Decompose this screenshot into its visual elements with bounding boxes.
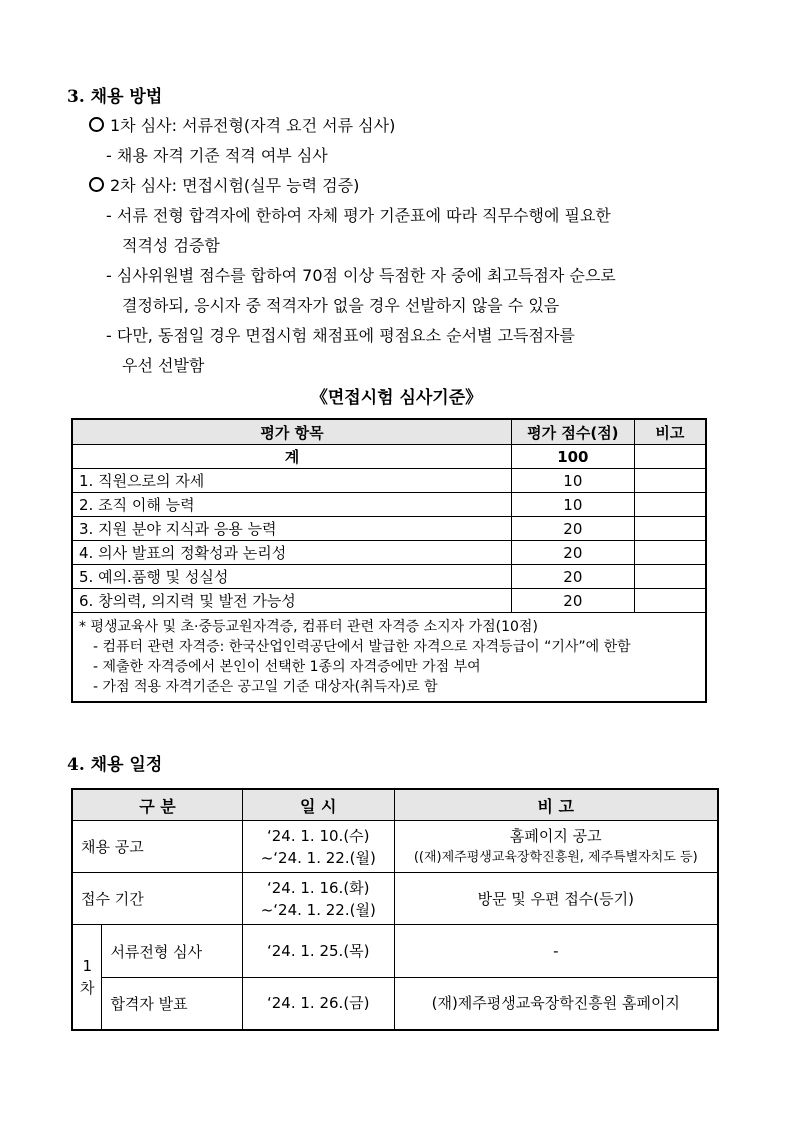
- remarks-cell: [634, 589, 706, 613]
- note-line: - 컴퓨터 관련 자격증: 한국산업인력공단에서 발급한 자격으로 자격등급이 “기사”에 한함: [93, 639, 631, 655]
- date-end: ~‘24. 1. 22.(월): [260, 900, 376, 919]
- eval-item: 1. 직원으로의 자세: [72, 469, 512, 493]
- eval-item: 3. 지원 분야 지식과 응용 능력: [72, 517, 512, 541]
- table-row: [72, 541, 706, 565]
- header-remarks: 비고: [634, 419, 706, 445]
- table-row: [72, 589, 706, 613]
- remarks-cell: [634, 493, 706, 517]
- note-line: * 평생교육사 및 초·중등교원자격증, 컴퓨터 관련 자격증 소지자 가점(10점): [79, 619, 538, 635]
- table-row: [72, 565, 706, 589]
- schedule-note: (재)제주평생교육장학진흥원 홈페이지: [394, 978, 718, 1030]
- eval-score: 20: [512, 565, 635, 589]
- date-start: ‘24. 1. 10.(수): [267, 826, 370, 845]
- total-row: [72, 445, 706, 469]
- note-line: - 제출한 자격증에서 본인이 선택한 1종의 자격증에만 가점 부여: [93, 659, 481, 675]
- stage2-item-2-line1: - 심사위원별 점수를 합하여 70점 이상 득점한 자 중에 최고득점자 순으로: [106, 266, 616, 285]
- circle-bullet-icon: [89, 117, 104, 132]
- header-category: 구 분: [72, 789, 242, 821]
- circle-bullet-icon: [89, 177, 104, 192]
- table-row: [72, 978, 718, 1030]
- table-header-row: [72, 419, 706, 445]
- stage2-item-3-line1: - 다만, 동점일 경우 면접시험 채점표에 평점요소 순서별 고득점자를: [106, 326, 575, 345]
- remarks-cell: [634, 541, 706, 565]
- schedule-note: 방문 및 우편 접수(등기): [394, 873, 718, 925]
- stage1-item: - 채용 자격 기준 적격 여부 심사: [106, 146, 328, 165]
- eval-score: 10: [512, 493, 635, 517]
- note-main: 홈페이지 공고: [509, 826, 602, 845]
- eval-item: 6. 창의력, 의지력 및 발전 가능성: [72, 589, 512, 613]
- date-end: ~‘24. 1. 22.(월): [260, 848, 376, 867]
- notes-row: [72, 613, 706, 703]
- stage-group-label: 1 차: [72, 925, 102, 1030]
- stage1-title: 1차 심사: 서류전형(자격 요건 서류 심사): [89, 113, 395, 136]
- stage2-item-2-line2: 결정하되, 응시자 중 적격자가 없을 경우 선발하지 않을 수 있음: [122, 296, 560, 315]
- eval-item: 2. 조직 이해 능력: [72, 493, 512, 517]
- remarks-cell: [634, 469, 706, 493]
- header-datetime: 일 시: [242, 789, 394, 821]
- note-sub: ((재)제주평생교육장학진흥원, 제주특별자치도 등): [413, 849, 698, 865]
- schedule-date: ‘24. 1. 25.(목): [242, 925, 394, 978]
- eval-score: 20: [512, 517, 635, 541]
- remarks-cell: [634, 517, 706, 541]
- bonus-notes: [72, 613, 706, 703]
- schedule-table: [71, 788, 719, 1031]
- date-start: ‘24. 1. 16.(화): [267, 878, 370, 897]
- table-header-row: [72, 789, 718, 821]
- section-3-heading: 3. 채용 방법: [67, 87, 163, 107]
- total-score: 100: [512, 445, 635, 469]
- schedule-label: 서류전형 심사: [102, 925, 243, 978]
- header-eval-score: 평가 점수(점): [512, 419, 635, 445]
- table-row: [72, 517, 706, 541]
- stage2-item-1-line2: 적격성 검증함: [122, 236, 220, 255]
- table-row: [72, 493, 706, 517]
- remarks-cell: [634, 445, 706, 469]
- note-line: - 가점 적용 자격기준은 공고일 기준 대상자(취득자)로 함: [93, 679, 438, 695]
- eval-item: 5. 예의.품행 및 성실성: [72, 565, 512, 589]
- schedule-date: ‘24. 1. 26.(금): [242, 978, 394, 1030]
- eval-criteria-table: [71, 418, 707, 703]
- schedule-note: [394, 821, 718, 873]
- eval-score: 10: [512, 469, 635, 493]
- schedule-note: -: [394, 925, 718, 978]
- table-row: [72, 821, 718, 873]
- section-4-heading: 4. 채용 일정: [67, 755, 163, 775]
- eval-table-caption: 《면접시험 심사기준》: [310, 388, 483, 408]
- header-eval-item: 평가 항목: [72, 419, 512, 445]
- schedule-label: 접수 기간: [72, 873, 242, 925]
- schedule-label: 합격자 발표: [102, 978, 243, 1030]
- table-row: [72, 469, 706, 493]
- schedule-label: 채용 공고: [72, 821, 242, 873]
- schedule-date: [242, 873, 394, 925]
- remarks-cell: [634, 565, 706, 589]
- header-remarks: 비 고: [394, 789, 718, 821]
- eval-score: 20: [512, 589, 635, 613]
- table-row: [72, 925, 718, 978]
- table-row: [72, 873, 718, 925]
- stage2-title: 2차 심사: 면접시험(실무 능력 검증): [89, 173, 359, 196]
- total-label: 계: [72, 445, 512, 469]
- schedule-date: [242, 821, 394, 873]
- eval-score: 20: [512, 541, 635, 565]
- eval-item: 4. 의사 발표의 정확성과 논리성: [72, 541, 512, 565]
- stage2-item-1-line1: - 서류 전형 합격자에 한하여 자체 평가 기준표에 따라 직무수행에 필요한: [106, 206, 611, 225]
- stage2-item-3-line2: 우선 선발함: [122, 356, 205, 375]
